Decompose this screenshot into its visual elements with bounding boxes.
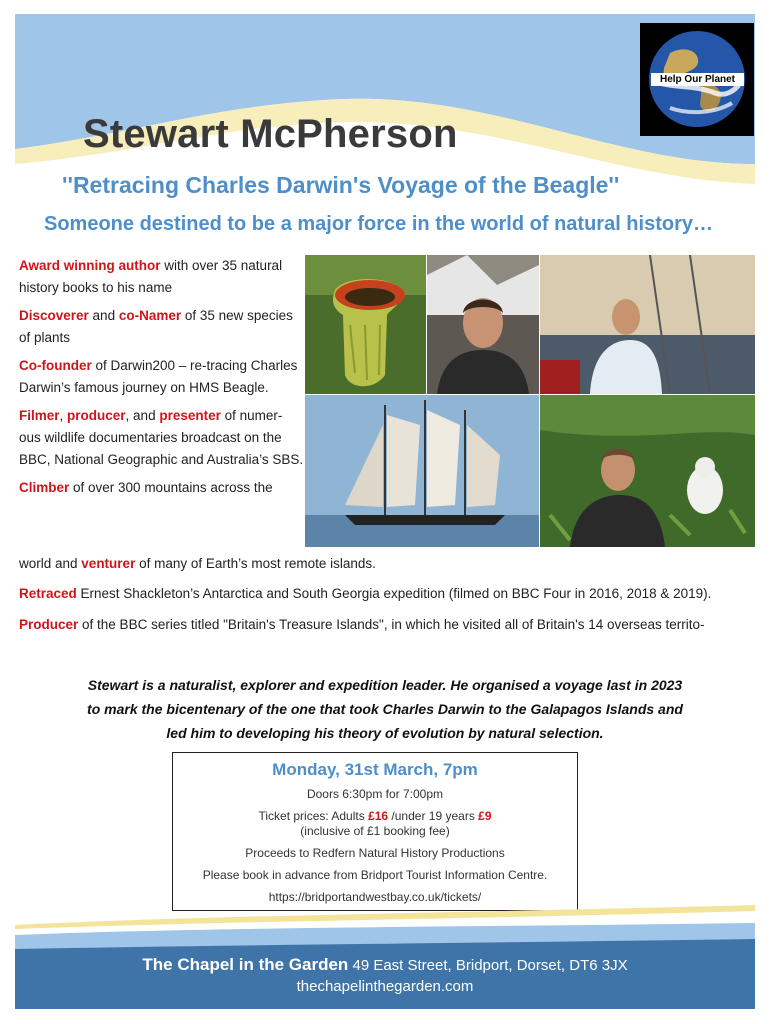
highlight-text: , and bbox=[125, 408, 160, 423]
highlight-item bbox=[19, 553, 376, 575]
highlight-text: of Darwin200 – re-tracing Charles Darwin’s famous journey on HMS Beagle. bbox=[19, 358, 298, 395]
highlight-lead: Discoverer bbox=[19, 308, 89, 323]
highlight-item bbox=[19, 583, 711, 605]
highlight-item bbox=[19, 255, 304, 299]
highlight-text: of 35 new species of plants bbox=[19, 308, 293, 345]
statement-line: to mark the bicentenary of the one that took Charles Darwin to the Galapagos Islands and bbox=[87, 701, 683, 717]
highlight-text: , bbox=[59, 408, 68, 423]
highlight-lead: presenter bbox=[159, 408, 221, 423]
highlight-item bbox=[19, 405, 304, 471]
booking-fee-note: (inclusive of £1 booking fee) bbox=[300, 824, 450, 838]
talk-title: ''Retracing Charles Darwin's Voyage of the Beagle'' bbox=[62, 172, 620, 198]
proceeds-note: Proceeds to Redfern Natural History Productions bbox=[245, 846, 505, 860]
statement bbox=[40, 673, 730, 745]
doors-time: Doors 6:30pm for 7:00pm bbox=[306, 787, 444, 801]
event-details-box bbox=[172, 752, 578, 911]
venue-line bbox=[0, 955, 770, 975]
highlight-text: world and bbox=[19, 556, 82, 571]
youth-price: £9 bbox=[478, 809, 492, 823]
highlight-lead: Retraced bbox=[19, 586, 77, 601]
highlights-list bbox=[19, 255, 304, 499]
highlight-lead: Award winning author bbox=[19, 258, 161, 273]
adult-price: £16 bbox=[368, 809, 389, 823]
portrait-photo bbox=[427, 255, 539, 394]
highlight-lead: Co-founder bbox=[19, 358, 92, 373]
statement-line: Stewart is a naturalist, explorer and expedition leader. He organised a voyage last in 2023 bbox=[87, 677, 683, 693]
highlight-item bbox=[19, 477, 304, 499]
highlight-item bbox=[19, 614, 705, 636]
highlight-text: with over 35 natural history books to his name bbox=[19, 258, 283, 295]
penguin-coast-photo bbox=[540, 395, 755, 547]
tall-ship-photo bbox=[305, 395, 539, 547]
highlight-text: of numer-ous wildlife documentaries broadcast on the BBC, National Geographic and Australia’s SBS. bbox=[19, 408, 304, 467]
ticket-link[interactable]: https://bridportandwestbay.co.uk/tickets/ bbox=[268, 890, 482, 904]
ticket-label: /under 19 years bbox=[388, 809, 479, 823]
pitcher-plant-photo bbox=[305, 255, 426, 394]
statement-line: led him to developing his theory of evolution by natural selection. bbox=[166, 725, 604, 741]
ticket-prices bbox=[173, 809, 577, 839]
highlight-text: of many of Earth’s most remote islands. bbox=[135, 556, 376, 571]
highlight-lead: Producer bbox=[19, 617, 79, 632]
highlight-item bbox=[19, 305, 304, 349]
venue-address: 49 East Street, Bridport, Dorset, DT6 3JX bbox=[348, 957, 628, 974]
highlight-text: of the BBC series titled "Britain's Treasure Islands", in which he visited all of Britain's 14 overseas territo- bbox=[78, 617, 705, 632]
tagline: Someone destined to be a major force in the world of natural history… bbox=[44, 213, 713, 235]
venue-name: The Chapel in the Garden bbox=[142, 955, 349, 974]
ticket-label: Ticket prices: Adults bbox=[258, 809, 369, 823]
highlight-text: of over 300 mountains across the bbox=[69, 480, 273, 495]
highlight-lead: Climber bbox=[19, 480, 70, 495]
highlight-lead: co-Namer bbox=[118, 308, 182, 323]
highlight-text: and bbox=[88, 308, 119, 323]
badge-label: Help Our Planet bbox=[651, 73, 744, 86]
highlight-text: Ernest Shackleton’s Antarctica and South Georgia expedition (filmed on BBC Four in 2016, 2018 & 2019). bbox=[76, 586, 712, 601]
event-date: Monday, 31st March, 7pm bbox=[272, 760, 478, 779]
highlight-item bbox=[19, 355, 304, 399]
highlight-lead: producer bbox=[67, 408, 126, 423]
highlight-lead: venturer bbox=[81, 556, 136, 571]
highlight-lead: Filmer bbox=[19, 408, 60, 423]
booking-note: Please book in advance from Bridport Tourist Information Centre. bbox=[202, 868, 548, 882]
speaker-name: Stewart McPherson bbox=[83, 112, 458, 156]
venue-website[interactable]: thechapelinthegarden.com bbox=[296, 978, 474, 995]
sailing-deck-photo bbox=[540, 255, 755, 394]
